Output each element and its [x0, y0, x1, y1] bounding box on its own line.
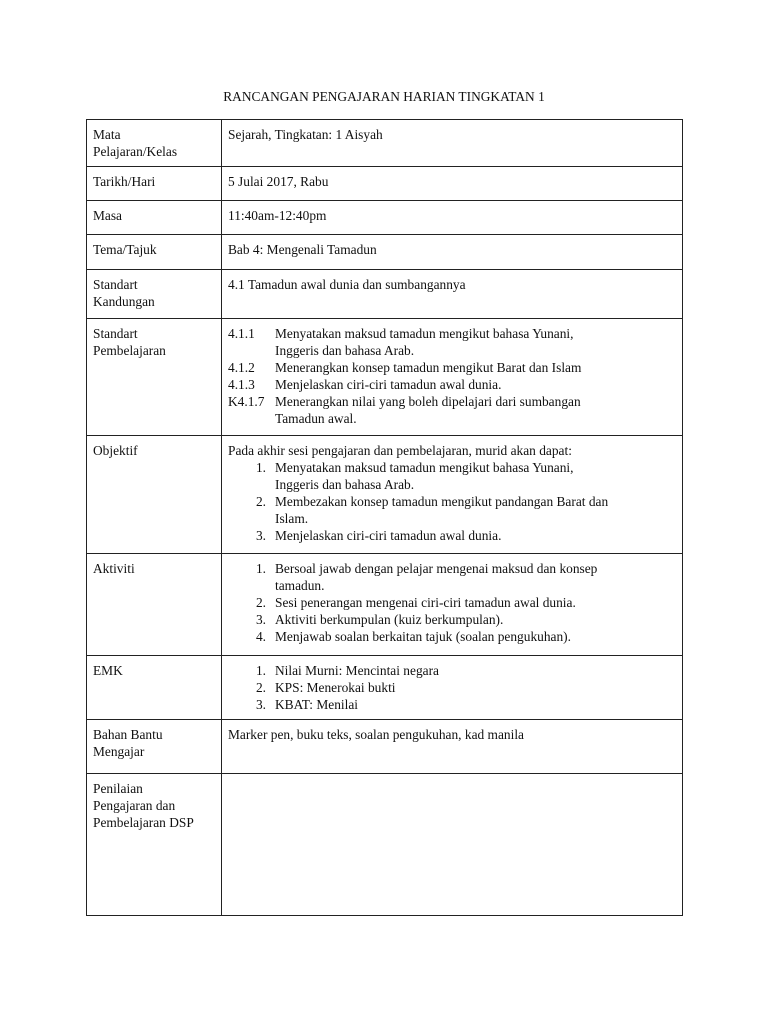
- objective-intro: Pada akhir sesi pengajaran dan pembelajaran, murid akan dapat:: [228, 443, 572, 458]
- label-line: Pembelajaran DSP: [93, 815, 194, 830]
- row-bahan-bantu: [87, 720, 683, 774]
- list-item: [228, 594, 676, 611]
- label-line: Pengajaran dan: [93, 798, 176, 813]
- list-text: Sesi penerangan mengenai ciri-ciri tamadun awal dunia.: [275, 595, 576, 610]
- row-tema: [87, 235, 683, 270]
- list-item: [228, 493, 676, 527]
- emk-label: EMK: [93, 663, 123, 678]
- list-text: Aktiviti berkumpulan (kuiz berkumpulan).: [275, 612, 504, 627]
- list-text: Inggeris dan bahasa Arab.: [275, 477, 415, 492]
- theme-value: Bab 4: Mengenali Tamadun: [228, 242, 377, 257]
- label-cell: [87, 319, 222, 436]
- time-label: Masa: [93, 208, 123, 223]
- label-cell: [87, 774, 222, 916]
- row-tarikh: [87, 167, 683, 201]
- list-text: Menyatakan maksud tamadun mengikut bahasa Yunani,: [275, 460, 574, 475]
- label-cell: [87, 270, 222, 319]
- row-objektif: [87, 436, 683, 554]
- content-standard-value: 4.1 Tamadun awal dunia dan sumbangannya: [228, 277, 466, 292]
- list-text: Nilai Murni: Mencintai negara: [275, 663, 439, 678]
- row-mata-pelajaran: [87, 120, 683, 167]
- list-number: 2.: [255, 680, 266, 695]
- standard-code: 4.1.3: [228, 377, 255, 392]
- list-text: Bersoal jawab dengan pelajar mengenai maksud dan konsep: [275, 561, 598, 576]
- learning-standard-item: [228, 376, 676, 393]
- label-line: Pelajaran/Kelas: [93, 144, 178, 159]
- objective-list: [228, 459, 676, 544]
- label-cell: [87, 120, 222, 167]
- objective-label: Objektif: [93, 443, 138, 458]
- list-number: 1.: [255, 663, 266, 678]
- label-cell: [87, 656, 222, 720]
- teaching-aids-value: Marker pen, buku teks, soalan pengukuhan, kad manila: [228, 727, 524, 742]
- value-cell: [222, 319, 683, 436]
- list-item: [228, 611, 676, 628]
- label-line: Kandungan: [93, 294, 155, 309]
- row-masa: [87, 201, 683, 235]
- evaluation-value-cell: [222, 774, 683, 916]
- activity-label: Aktiviti: [93, 561, 135, 576]
- standard-text: Menjelaskan ciri-ciri tamadun awal dunia.: [275, 377, 502, 392]
- value-cell: [222, 201, 683, 235]
- label-line: Mengajar: [93, 744, 145, 759]
- row-aktiviti: [87, 554, 683, 656]
- list-text: tamadun.: [275, 578, 325, 593]
- standard-text: Inggeris dan bahasa Arab.: [275, 343, 415, 358]
- list-item: [228, 527, 676, 544]
- learning-standard-item: [228, 393, 676, 427]
- list-number: 3.: [255, 528, 266, 543]
- standard-code: 4.1.2: [228, 360, 255, 375]
- list-item: [228, 459, 676, 493]
- label-line: Bahan Bantu: [93, 727, 163, 742]
- date-label: Tarikh/Hari: [93, 174, 156, 189]
- list-number: 1.: [255, 561, 266, 576]
- theme-label: Tema/Tajuk: [93, 242, 157, 257]
- list-text: Menjawab soalan berkaitan tajuk (soalan pengukuhan).: [275, 629, 571, 644]
- value-cell: [222, 554, 683, 656]
- emk-list: [228, 662, 676, 713]
- row-emk: [87, 656, 683, 720]
- list-number: 3.: [255, 612, 266, 627]
- list-item: [228, 679, 676, 696]
- value-cell: [222, 167, 683, 201]
- list-item: [228, 560, 676, 594]
- time-value: 11:40am-12:40pm: [228, 208, 327, 223]
- list-text: Membezakan konsep tamadun mengikut pandangan Barat dan: [275, 494, 609, 509]
- list-text: Islam.: [275, 511, 309, 526]
- learning-standard-item: [228, 359, 676, 376]
- standard-text: Menerangkan konsep tamadun mengikut Barat dan Islam: [275, 360, 582, 375]
- row-standart-kandungan: [87, 270, 683, 319]
- label-line: Penilaian: [93, 781, 143, 796]
- label-cell: [87, 436, 222, 554]
- list-number: 4.: [255, 629, 266, 644]
- standard-text: Menerangkan nilai yang boleh dipelajari dari sumbangan: [275, 394, 581, 409]
- list-text: KPS: Menerokai bukti: [275, 680, 396, 695]
- list-number: 2.: [255, 595, 266, 610]
- label-line: Standart: [93, 326, 138, 341]
- label-cell: [87, 235, 222, 270]
- value-cell: [222, 235, 683, 270]
- row-penilaian: [87, 774, 683, 916]
- list-text: KBAT: Menilai: [275, 697, 359, 712]
- value-cell: [222, 656, 683, 720]
- label-cell: [87, 201, 222, 235]
- standard-text: Tamadun awal.: [275, 411, 357, 426]
- list-item: [228, 662, 676, 679]
- document-title: RANCANGAN PENGAJARAN HARIAN TINGKATAN 1: [223, 89, 545, 104]
- label-cell: [87, 167, 222, 201]
- value-cell: [222, 120, 683, 167]
- label-line: Pembelajaran: [93, 343, 166, 358]
- date-value: 5 Julai 2017, Rabu: [228, 174, 329, 189]
- standard-code: K4.1.7: [228, 394, 265, 409]
- activity-list: [228, 560, 676, 645]
- label-line: Mata: [93, 127, 121, 142]
- learning-standard-item: [228, 325, 676, 359]
- value-cell: [222, 436, 683, 554]
- list-number: 1.: [255, 460, 266, 475]
- list-item: [228, 628, 676, 645]
- value-cell: [222, 270, 683, 319]
- lesson-plan-table: [86, 119, 683, 916]
- label-line: Standart: [93, 277, 138, 292]
- value-cell: [222, 720, 683, 774]
- standard-text: Menyatakan maksud tamadun mengikut bahasa Yunani,: [275, 326, 574, 341]
- row-standart-pembelajaran: [87, 319, 683, 436]
- subject-class-value: Sejarah, Tingkatan: 1 Aisyah: [228, 127, 383, 142]
- standard-code: 4.1.1: [228, 326, 255, 341]
- list-number: 2.: [255, 494, 266, 509]
- list-text: Menjelaskan ciri-ciri tamadun awal dunia.: [275, 528, 502, 543]
- list-number: 3.: [255, 697, 266, 712]
- label-cell: [87, 554, 222, 656]
- list-item: [228, 696, 676, 713]
- label-cell: [87, 720, 222, 774]
